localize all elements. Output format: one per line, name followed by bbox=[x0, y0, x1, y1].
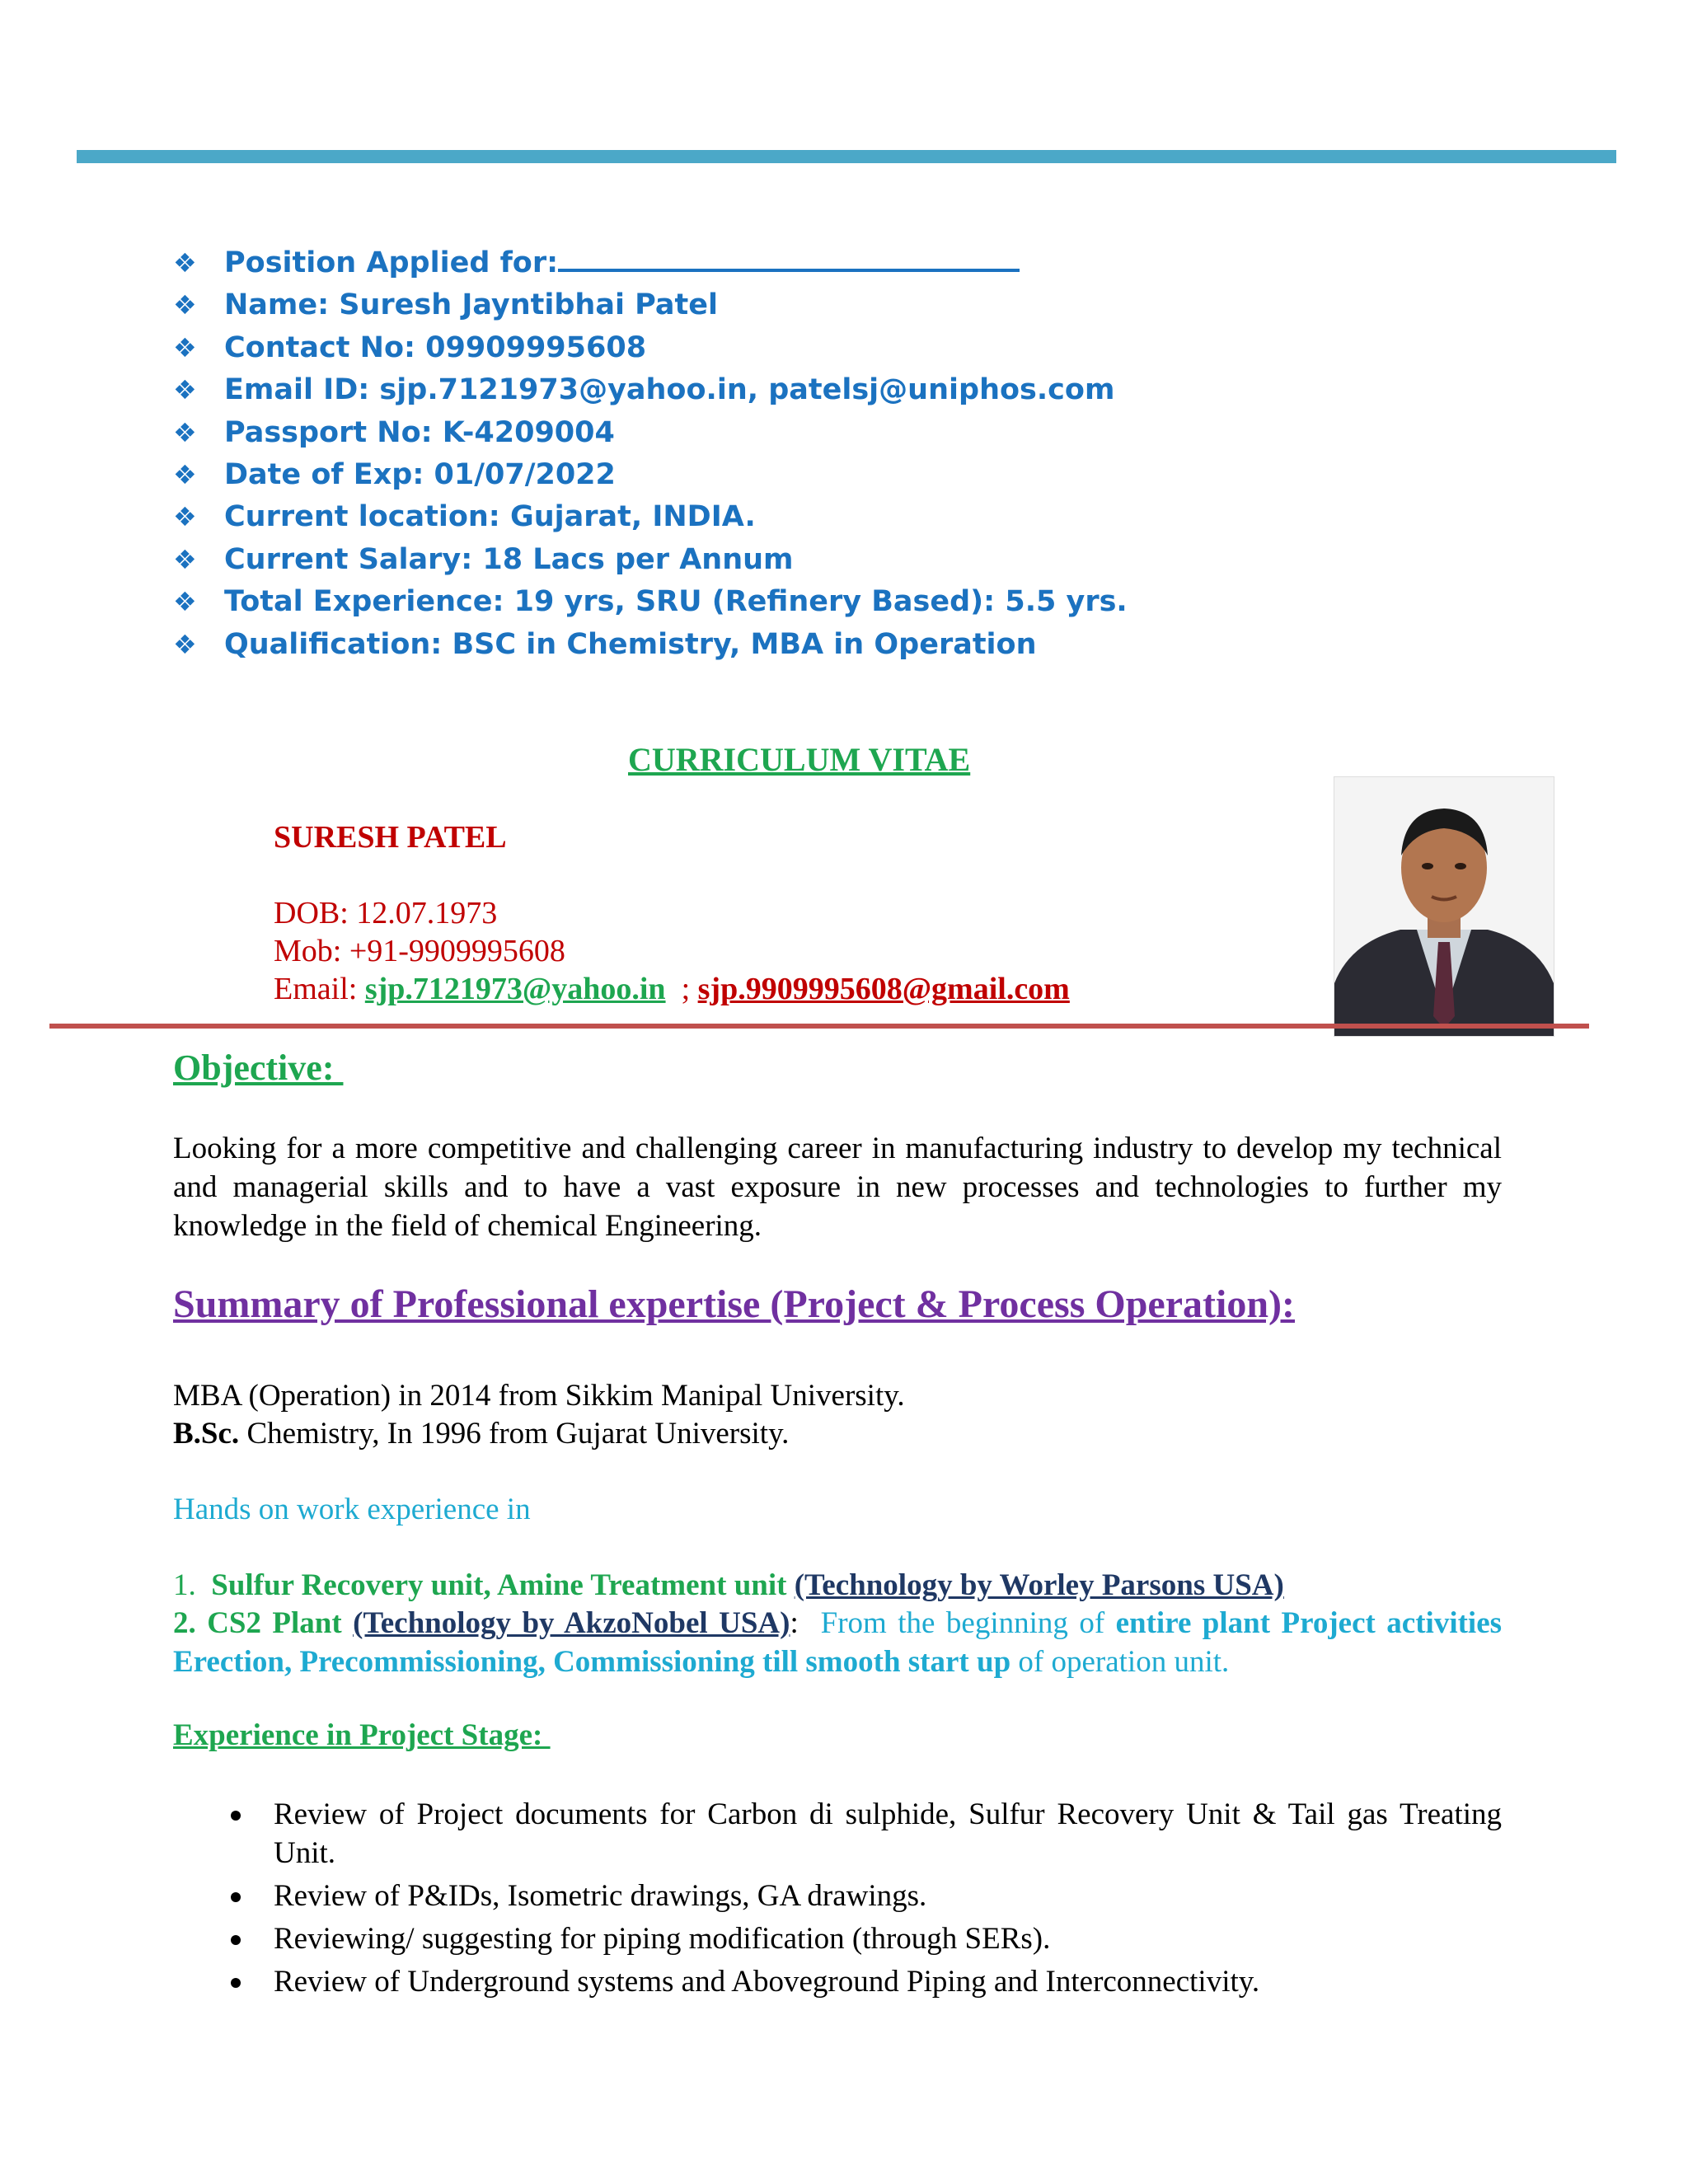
blank-fill-line bbox=[558, 244, 1020, 272]
personal-info-list bbox=[173, 242, 1128, 666]
education-mba: MBA (Operation) in 2014 from Sikkim Manipal University. bbox=[173, 1379, 905, 1413]
email-line: Email: sjp.7121973@yahoo.in ; sjp.9909995608@gmail.com bbox=[274, 972, 1070, 1006]
list-item: ❖ Passport No: K-4209004 bbox=[173, 412, 1128, 454]
list-item: ❖ Name: Suresh Jayntibhai Patel bbox=[173, 284, 1128, 326]
bullet-dot-icon bbox=[231, 1892, 241, 1902]
bullet-dot-icon bbox=[231, 1978, 241, 1988]
project-stage-heading: Experience in Project Stage: bbox=[173, 1718, 551, 1752]
objective-heading: Objective: bbox=[173, 1047, 344, 1088]
diamond-bullet-icon: ❖ bbox=[173, 628, 197, 660]
diamond-bullet-icon: ❖ bbox=[173, 543, 197, 575]
list-item: ❖ Current Salary: 18 Lacs per Annum bbox=[173, 539, 1128, 581]
hands-on-label: Hands on work experience in bbox=[173, 1493, 531, 1526]
diamond-bullet-icon: ❖ bbox=[173, 247, 197, 279]
profile-photo bbox=[1334, 776, 1554, 1037]
list-item: ❖ Current location: Gujarat, INDIA. bbox=[173, 496, 1128, 538]
portrait-image bbox=[1334, 777, 1554, 1036]
list-item: Review of P&IDs, Isometric drawings, GA drawings. bbox=[223, 1877, 1502, 1915]
education-bsc: B.Sc. Chemistry, In 1996 from Gujarat University. bbox=[173, 1417, 790, 1451]
diamond-bullet-icon: ❖ bbox=[173, 458, 197, 490]
divider-line bbox=[49, 1024, 1589, 1029]
list-item: ❖ Contact No: 09909995608 bbox=[173, 327, 1128, 369]
list-item: Reviewing/ suggesting for piping modification (through SERs). bbox=[223, 1919, 1502, 1958]
diamond-bullet-icon: ❖ bbox=[173, 416, 197, 448]
bullet-dot-icon bbox=[231, 1935, 241, 1945]
bullet-dot-icon bbox=[231, 1811, 241, 1821]
list-item: ❖ Qualification: BSC in Chemistry, MBA in Operation bbox=[173, 624, 1128, 666]
experience-item-1: 1. Sulfur Recovery unit, Amine Treatment unit (Technology by Worley Parsons USA) bbox=[173, 1568, 1284, 1602]
cv-title: CURRICULUM VITAE bbox=[628, 741, 971, 778]
dob: DOB: 12.07.1973 bbox=[274, 896, 498, 930]
summary-heading: Summary of Professional expertise (Project & Process Operation): bbox=[173, 1282, 1295, 1326]
list-item: ❖ Date of Exp: 01/07/2022 bbox=[173, 454, 1128, 496]
diamond-bullet-icon: ❖ bbox=[173, 586, 197, 618]
objective-text: Looking for a more competitive and challenging career in manufacturing industry to develop my technical and managerial skills and to have a vast exposure in new processes and technologies to further my knowledge in the field of chemical Engineering. bbox=[173, 1132, 1502, 1243]
email-link-gmail[interactable]: sjp.9909995608@gmail.com bbox=[697, 972, 1070, 1006]
diamond-bullet-icon: ❖ bbox=[173, 331, 197, 363]
email-link-yahoo[interactable]: sjp.7121973@yahoo.in bbox=[364, 972, 666, 1006]
diamond-bullet-icon: ❖ bbox=[173, 289, 197, 321]
experience-item-2: 2. CS2 Plant (Technology by AkzoNobel USA): From the beginning of entire plant Project activities Erection, Precommissioning, Commissioning till smooth start up of operation unit. bbox=[173, 1606, 1503, 1679]
top-accent-bar bbox=[77, 150, 1616, 163]
list-item: Review of Project documents for Carbon di sulphide, Sulfur Recovery Unit & Tail gas Treating Unit. bbox=[223, 1795, 1502, 1872]
project-stage-list bbox=[223, 1795, 1502, 2005]
list-item: Review of Underground systems and Aboveground Piping and Interconnectivity. bbox=[223, 1962, 1502, 2001]
diamond-bullet-icon: ❖ bbox=[173, 501, 197, 533]
list-item: ❖ Total Experience: 19 yrs, SRU (Refinery Based): 5.5 yrs. bbox=[173, 581, 1128, 623]
candidate-name: SURESH PATEL bbox=[274, 820, 507, 855]
list-item: ❖ Email ID: sjp.7121973@yahoo.in, patelsj@uniphos.com bbox=[173, 369, 1128, 411]
diamond-bullet-icon: ❖ bbox=[173, 374, 197, 406]
mobile: Mob: +91-9909995608 bbox=[274, 934, 565, 968]
list-item: ❖ Position Applied for: bbox=[173, 242, 1128, 284]
